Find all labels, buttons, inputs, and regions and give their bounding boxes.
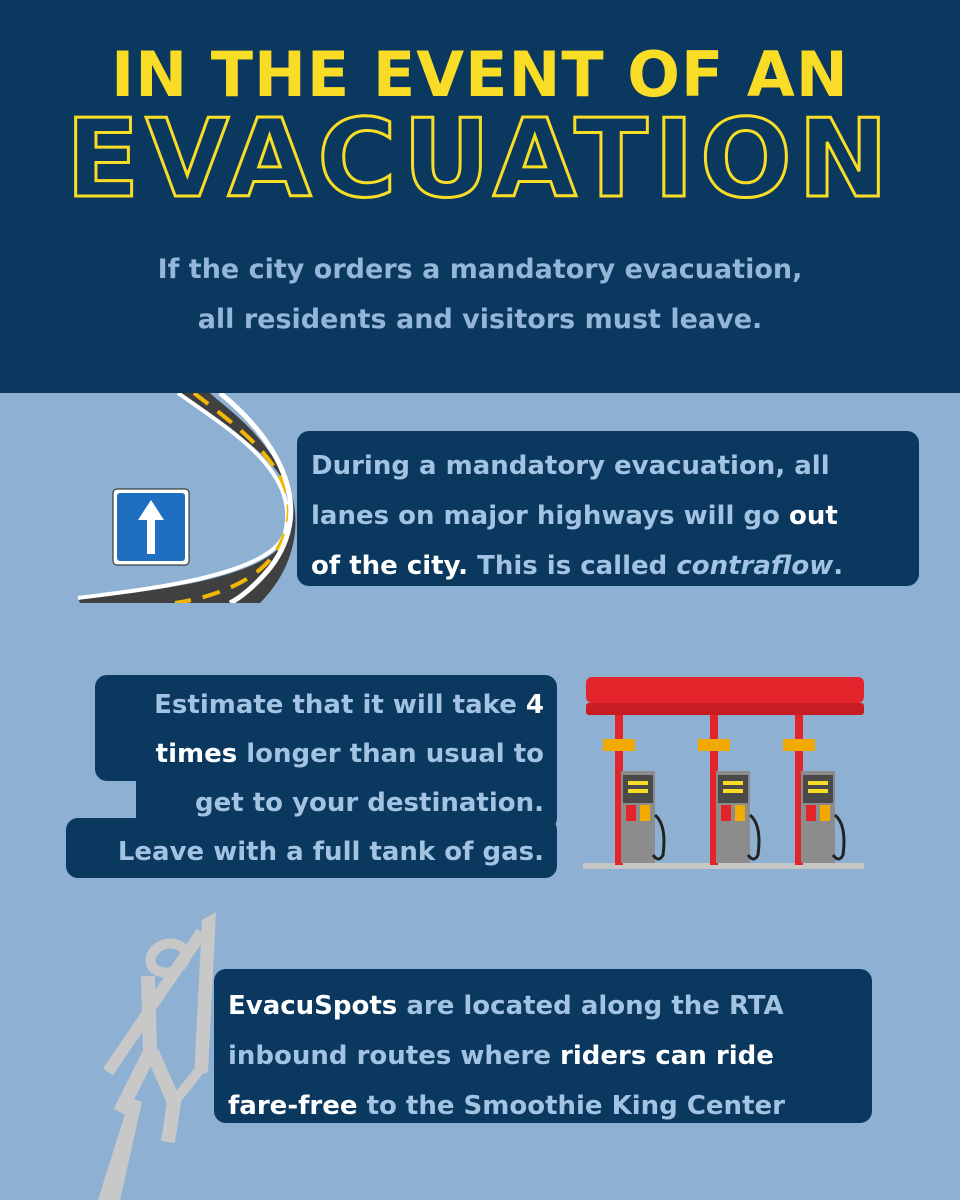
gas-line-1-text: Estimate that it will take (154, 690, 526, 720)
contraflow-highlight-city: of the city. (311, 551, 469, 581)
gas-card (66, 681, 544, 877)
evacuspots-line-3 (228, 1081, 858, 1131)
gas-line-2-text: longer than usual to (237, 739, 544, 769)
contraflow-line-1: During a mandatory evacuation, all (311, 451, 830, 481)
evacuspots-highlight-riders: riders can ride (560, 1041, 774, 1071)
gas-highlight-times: times (155, 739, 238, 769)
gas-station-icon (583, 675, 868, 870)
evacuspots-line-1 (228, 981, 858, 1031)
evacuspots-card (214, 969, 872, 1123)
header-banner (0, 0, 960, 393)
contraflow-period: . (833, 551, 844, 581)
evacuspot-sign-icon (90, 912, 230, 1200)
gas-highlight-4: 4 (525, 690, 544, 720)
contraflow-line-2-text: lanes on major highways will go (311, 501, 789, 531)
gas-line-4: Leave with a full tank of gas. (117, 837, 544, 867)
title-line-2: EVACUATION (65, 97, 895, 222)
title-line-1: IN THE EVENT OF AN (111, 38, 849, 111)
road-icon (70, 393, 310, 603)
gas-line-3: get to your destination. (195, 788, 544, 818)
contraflow-card (297, 431, 919, 586)
contraflow-term: contraflow (676, 551, 834, 581)
subtitle (80, 245, 880, 345)
contraflow-highlight-out: out (788, 501, 838, 531)
gas-line-1 (66, 681, 544, 730)
evacuspots-line-2-text: inbound routes where (228, 1041, 561, 1071)
evacuspots-line-3-text: to the Smoothie King Center (357, 1091, 785, 1121)
evacuspots-highlight-name: EvacuSpots (228, 991, 398, 1021)
evacuspots-line-2 (228, 1031, 858, 1081)
one-way-sign-icon (112, 488, 190, 566)
gas-line-2 (66, 730, 544, 779)
subtitle-line-1: If the city orders a mandatory evacuation, (157, 254, 803, 285)
evacuspots-highlight-fare-free: fare-free (228, 1091, 358, 1121)
contraflow-line-3 (311, 541, 905, 591)
evacuspots-line-1-text: are located along the RTA (397, 991, 784, 1021)
subtitle-line-2: all residents and visitors must leave. (197, 304, 763, 335)
contraflow-line-3-text: This is called (468, 551, 677, 581)
contraflow-line-2 (311, 491, 905, 541)
